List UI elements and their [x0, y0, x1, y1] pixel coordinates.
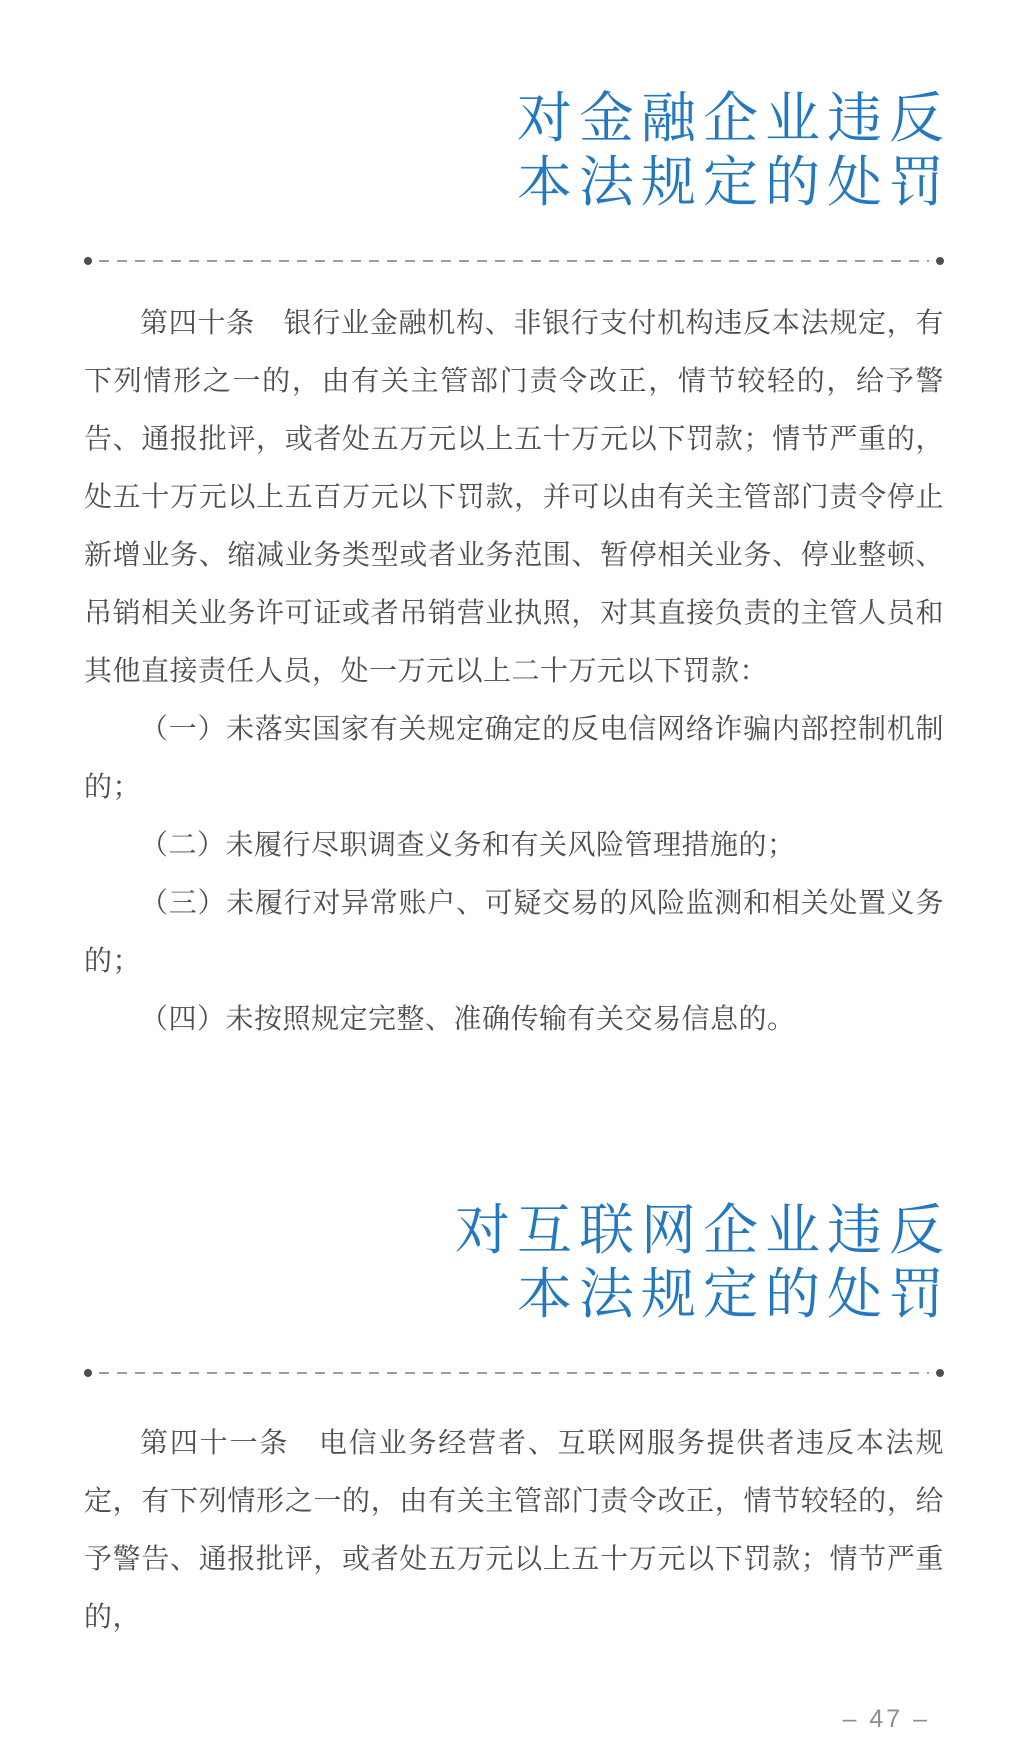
section-heading-internet [84, 1048, 951, 1326]
article-40-intro: 第四十条 银行业金融机构、非银行支付机构违反本法规定，有下列情形之一的，由有关主管部门责令改正，情节较轻的，给予警告、通报批评，或者处五万元以上五十万元以下罚款；情节严重的，处五十万元以上五百万元以下罚款，并可以由有关主管部门责令停止新增业务、缩减业务类型或者业务范围、暂停相关业务、停业整顿、吊销相关业务许可证或者吊销营业执照，对其直接负责的主管人员和其他直接责任人员，处一万元以上二十万元以下罚款： [84, 307, 944, 686]
divider-dashes [99, 1372, 929, 1374]
divider-dot-right [936, 257, 944, 265]
page-number: – 47 – [842, 1705, 930, 1733]
article-40-item-2: （二）未履行尽职调查义务和有关风险管理措施的； [140, 829, 796, 860]
divider-dashes [99, 260, 929, 262]
article-40-item-1: （一）未落实国家有关规定确定的反电信网络诈骗内部控制机制的； [84, 713, 944, 802]
divider-dot-left [84, 1369, 92, 1377]
divider-dot-left [84, 257, 92, 265]
article-41 [84, 1414, 944, 1646]
dashed-divider-2 [84, 1368, 944, 1378]
dashed-divider [84, 256, 944, 266]
section-heading-internet-line2: 本法规定的处罚 [516, 1263, 951, 1325]
article-40 [84, 294, 944, 1048]
section-heading-internet-line1: 对互联网企业违反 [454, 1199, 951, 1261]
section-heading-finance [84, 0, 951, 214]
article-40-item-3: （三）未履行对异常账户、可疑交易的风险监测和相关处置义务的； [84, 887, 944, 976]
section-heading-finance-line2: 本法规定的处罚 [516, 151, 951, 213]
article-40-item-4: （四）未按照规定完整、准确传输有关交易信息的。 [140, 1003, 796, 1034]
section-heading-finance-line1: 对金融企业违反 [516, 87, 951, 149]
article-41-intro: 第四十一条 电信业务经营者、互联网服务提供者违反本法规定，有下列情形之一的，由有关主管部门责令改正，情节较轻的，给予警告、通报批评，或者处五万元以上五十万元以下罚款；情节严重的， [84, 1427, 944, 1632]
divider-dot-right [936, 1369, 944, 1377]
